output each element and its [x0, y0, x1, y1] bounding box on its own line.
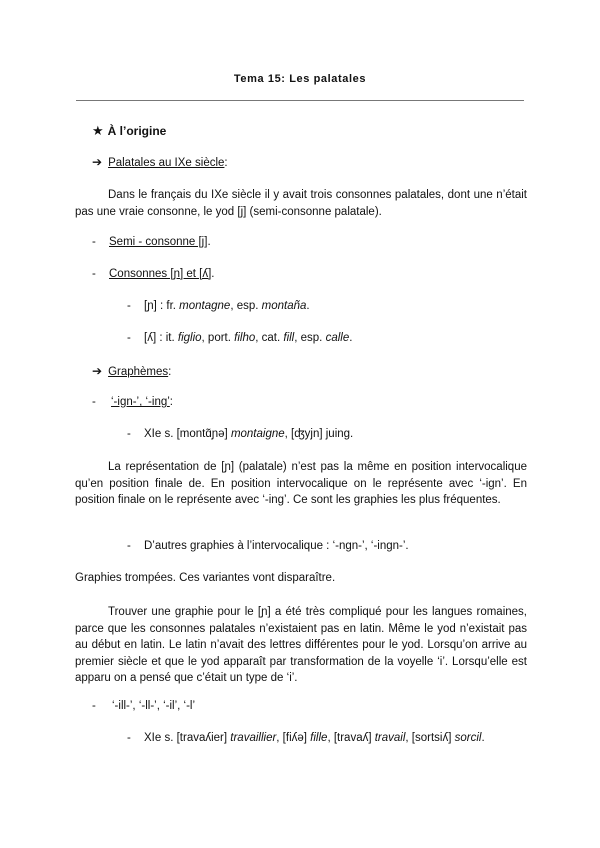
- list-item-semi-consonne: - Semi - consonne [j].: [92, 236, 211, 248]
- subheading-graphemes-label: Graphèmes: [108, 366, 169, 378]
- arrow-icon: ➔: [92, 155, 103, 169]
- arrow-icon: ➔: [92, 364, 103, 378]
- example-xie-travaillier: - XIe s. [travaʎier] travaillier, [fiʎə] fille, [travaʎ] travail, [sortsiʎ] sorcil.: [127, 732, 485, 744]
- dash: -: [127, 332, 131, 344]
- example-nasal-palatal: - [ɲ] : fr. montagne, esp. montaña.: [127, 300, 310, 312]
- paragraph-graphie-latin: Trouver une graphie pour le [ɲ] a été très compliqué pour les langues romaines, parce que les consonnes palatales n’existaient pas en latin. Même le yod n’existait pas au début en latin. Le latin n’avait des lettres différentes pour le yod. Lorsqu’on arrive au premier siècle et que le yod apparaît par transformation de la voyelle ‘i’. Lorsqu’elle est apparu on a pensé que c’était un type de ‘i’.: [75, 606, 527, 684]
- list-item-consonnes: - Consonnes [ɲ] et [ʎ].: [92, 268, 215, 280]
- dash: -: [127, 540, 131, 552]
- subheading-palatales-label: Palatales au IXe siècle: [108, 157, 225, 169]
- page-title: Tema 15: Les palatales: [233, 73, 367, 85]
- list-item-ill: - ‘-ill-’, ‘-ll-’, ‘-il’, ‘-l’: [92, 700, 196, 712]
- dash: -: [127, 428, 131, 440]
- example-lateral-palatal: - [ʎ] : it. figlio, port. filho, cat. fill, esp. calle.: [127, 332, 353, 344]
- dash: -: [127, 300, 131, 312]
- subheading-palatales: ➔ Palatales au IXe siècle:: [92, 155, 228, 169]
- dash: -: [92, 268, 96, 280]
- dash: -: [92, 700, 96, 712]
- section-heading-label: À l’origine: [107, 124, 167, 138]
- title-divider: [76, 100, 524, 101]
- star-icon: ★: [92, 123, 104, 138]
- subheading-graphemes: ➔ Graphèmes:: [92, 364, 172, 378]
- dash: -: [127, 732, 131, 744]
- dash: -: [92, 396, 96, 408]
- list-item-ign: - ‘-ign-’, ‘-ing’:: [92, 396, 173, 408]
- paragraph-intro: Dans le français du IXe siècle il y avait trois consonnes palatales, dont une n’était pas une vraie consonne, le yod [j] (semi-consonne palatale).: [75, 189, 527, 218]
- example-autres-graphies: - D’autres graphies à l’intervocalique : ‘-ngn-’, ‘-ingn-’.: [127, 540, 409, 552]
- section-heading: [92, 123, 166, 139]
- dash: -: [92, 236, 96, 248]
- line-graphies-trompees: Graphies trompées. Ces variantes vont disparaître.: [75, 572, 336, 584]
- paragraph-representation: La représentation de [ɲ] (palatale) n’est pas la même en position intervocalique qu’en position finale de. En position intervocalique on le représente avec ‘-ign’. En position finale on le représente avec ‘-ing’. Ce sont les graphies les plus fréquentes.: [75, 461, 527, 506]
- example-xie-montaigne: - XIe s. [montɑ̃ɲə] montaigne, [ʤyjn] juing.: [127, 428, 354, 440]
